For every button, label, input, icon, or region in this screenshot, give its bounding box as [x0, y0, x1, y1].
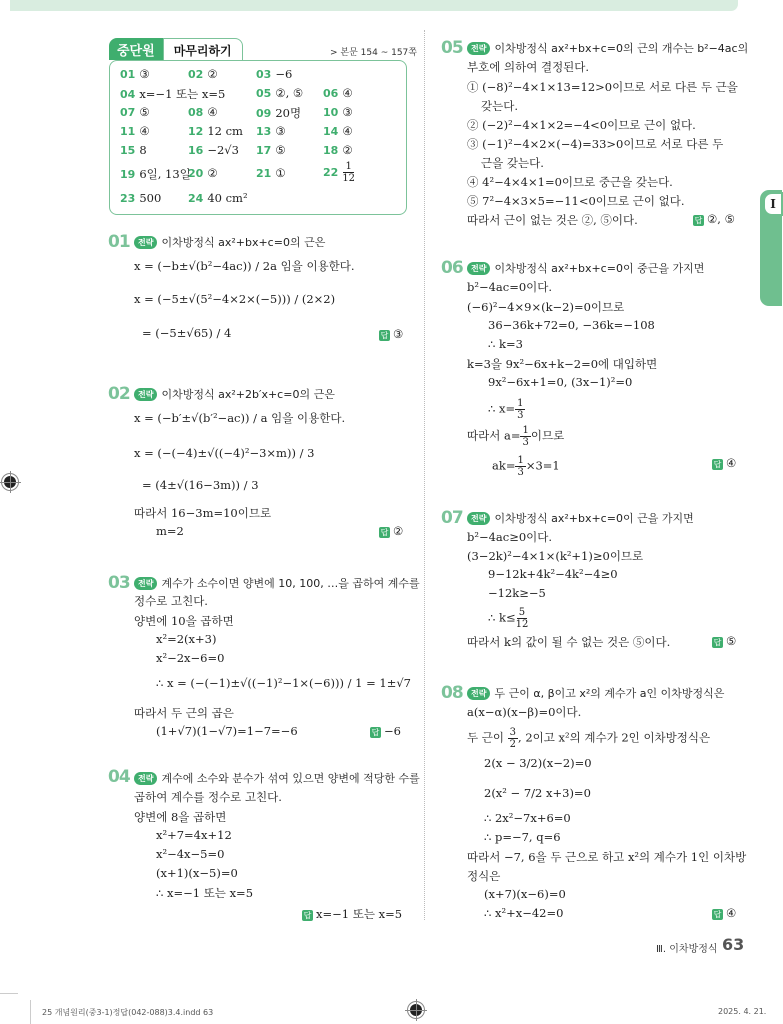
summary-answer: 01 ③: [120, 67, 150, 81]
solution-text: 전략 이차방정식 ax²+2b′x+c=0의 근은: [134, 386, 335, 402]
summary-reference: > 본문 154 ~ 157쪽: [330, 48, 417, 58]
solution-text: x = (−(−4)±√((−4)²−3×m)) / 3: [134, 446, 315, 460]
solution-text: m=2: [156, 524, 184, 538]
solution-text: 2(x² − 7/2 x+3)=0: [484, 786, 591, 800]
summary-answer: 14 ④: [323, 124, 353, 138]
solution-text: k=3을 9x²−6x+k−2=0에 대입하면: [467, 357, 658, 371]
summary-answer: 22 $\frac{1}{12}$: [323, 161, 356, 184]
solution-text: b²−4ac≥0이다.: [467, 530, 553, 544]
solution-text: 부호에 의하여 결정된다.: [467, 60, 590, 74]
solution-text: 전략 계수가 소수이면 양변에 10, 100, …을 곱하여 계수를: [134, 575, 420, 591]
solution-text: ∴ x = (−(−1)±√((−1)²−1×(−6))) / 1 = 1±√7: [156, 676, 411, 690]
summary-answer: 15 8: [120, 143, 147, 157]
registration-mark-icon: [4, 476, 16, 488]
solution-text: ak= $\frac{1}{3}$ ×3=1: [492, 455, 560, 478]
trim-mark: [0, 993, 18, 994]
solution-text: 곱하여 계수를 정수로 고친다.: [134, 790, 282, 804]
summary-answer: 17 ⑤: [256, 143, 286, 157]
summary-answer: 16 −2√3: [188, 143, 239, 157]
solution-text: ∴ 2x²−7x+6=0: [484, 811, 571, 825]
summary-answer: 19 6일, 13일: [120, 167, 191, 181]
answer-icon: 답: [371, 728, 380, 737]
solution-text: ③ (−1)²−4×2×(−4)=33>0이므로 서로 다른 두: [467, 137, 724, 151]
solution-text: x²−4x−5=0: [156, 847, 225, 861]
answer-mark: 답 ⑤: [713, 634, 737, 648]
solution-text: 전략 이차방정식 ax²+bx+c=0의 근은: [134, 234, 325, 250]
solution-text: x = (−5±√(5²−4×2×(−5))) / (2×2): [134, 292, 336, 306]
summary-answer: 11 ④: [120, 124, 150, 138]
page-number: 63: [722, 935, 745, 954]
summary-answer: 23 500: [120, 191, 162, 205]
summary-answer: 06 ④: [323, 86, 353, 100]
solution-text: x = (−b±√(b²−4ac)) / 2a 임을 이용한다.: [134, 259, 355, 273]
answer-mark: 답 ②: [380, 524, 404, 538]
answer-icon: 답: [380, 331, 389, 340]
solution-text: ∴ k=3: [488, 337, 523, 351]
solution-text: (x+7)(x−6)=0: [484, 887, 566, 901]
solution-text: 9−12k+4k²−4k²−4≥0: [488, 567, 618, 581]
summary-answer: 10 ③: [323, 105, 353, 119]
strategy-badge: 전략: [467, 512, 490, 525]
solution-text: b²−4ac=0이다.: [467, 280, 553, 294]
summary-answer: 18 ②: [323, 143, 353, 157]
solution-text: (1+√7)(1−√7)=1−7=−6: [156, 724, 298, 738]
solution-text: x²−2x−6=0: [156, 651, 225, 665]
summary-answer: 02 ②: [188, 67, 218, 81]
solution-text: ∴ x= $\frac{1}{3}$: [488, 398, 524, 421]
strategy-badge: 전략: [134, 388, 157, 401]
solution-text: ∴ k≤ $\frac{5}{12}$: [488, 607, 529, 630]
summary-answer: 24 40 cm²: [188, 191, 248, 205]
solution-number: 07: [441, 508, 463, 528]
solution-text: 근을 갖는다.: [481, 156, 544, 170]
strategy-badge: 전략: [134, 772, 157, 785]
solution-number: 02: [108, 384, 130, 404]
solution-text: 갖는다.: [481, 99, 518, 113]
chapter-side-tab-label: I: [763, 192, 783, 216]
summary-answer: 05 ②, ⑤: [256, 86, 304, 100]
solution-text: x = (−b′±√(b′²−ac)) / a 임을 이용한다.: [134, 411, 346, 425]
strategy-badge: 전략: [467, 262, 490, 275]
solution-text: 정수로 고친다.: [134, 594, 208, 608]
solution-text: ∴ x²+x−42=0: [484, 906, 564, 920]
summary-answer: 04 x=−1 또는 x=5: [120, 87, 226, 101]
solution-text: (−6)²−4×9×(k−2)=0이므로: [467, 300, 625, 314]
solution-text: = (4±√(16−3m)) / 3: [142, 478, 259, 492]
solution-text: 양변에 10을 곱하면: [134, 614, 234, 628]
strategy-badge: 전략: [134, 236, 157, 249]
answer-icon: 답: [713, 638, 722, 647]
solution-text: 따라서 k의 값이 될 수 없는 것은 ⑤이다.: [467, 635, 671, 649]
summary-tab-title: 마무리하기: [163, 38, 243, 60]
chapter-title: Ⅲ. 이차방정식: [656, 944, 718, 955]
solution-text: 전략 이차방정식 ax²+bx+c=0이 근을 가지면: [467, 510, 694, 526]
summary-answer: 07 ⑤: [120, 105, 150, 119]
solution-text: 두 근이 $\frac{3}{2}$ , 2이고 x²의 계수가 2인 이차방정식은: [467, 727, 711, 750]
solution-text: 9x²−6x+1=0, (3x−1)²=0: [488, 375, 633, 389]
solution-text: (x+1)(x−5)=0: [156, 866, 238, 880]
solution-text: 전략 이차방정식 ax²+bx+c=0이 중근을 가지면: [467, 260, 704, 276]
solution-number: 05: [441, 38, 463, 58]
solution-text: (3−2k)²−4×1×(k²+1)≥0이므로: [467, 549, 644, 563]
solution-text: ④ 4²−4×4×1=0이므로 중근을 갖는다.: [467, 175, 673, 189]
solution-text: a(x−α)(x−β)=0이다.: [467, 705, 582, 719]
top-color-band: [10, 0, 738, 11]
file-slug: 25 개념원리(중3-1)정답(042-088)3.4.indd 63: [42, 1008, 214, 1017]
solution-text: ⑤ 7²−4×3×5=−11<0이므로 근이 없다.: [467, 194, 685, 208]
answer-mark: 답 ④: [713, 906, 737, 920]
registration-mark-icon: [410, 1004, 422, 1016]
solution-number: 08: [441, 683, 463, 703]
solution-text: ② (−2)²−4×1×2=−4<0이므로 근이 없다.: [467, 118, 696, 132]
solution-text: −12k≥−5: [488, 586, 546, 600]
answer-icon: 답: [303, 911, 312, 920]
answer-icon: 답: [713, 460, 722, 469]
solution-text: 전략 두 근이 α, β이고 x²의 계수가 a인 이차방정식은: [467, 685, 724, 701]
solution-text: = (−5±√65) / 4: [142, 326, 232, 340]
answer-icon: 답: [380, 528, 389, 537]
solution-text: 36−36k+72=0, −36k=−108: [488, 318, 655, 332]
answer-mark: 답 ②, ⑤: [694, 212, 735, 226]
summary-answer: 03 −6: [256, 67, 293, 81]
answer-mark: 답 ③: [380, 327, 404, 341]
solution-text: ① (−8)²−4×1×13=12>0이므로 서로 다른 두 근을: [467, 80, 738, 94]
strategy-badge: 전략: [134, 577, 157, 590]
solution-text: x²=2(x+3): [156, 632, 217, 646]
summary-answer: 13 ③: [256, 124, 286, 138]
summary-answer: 08 ④: [188, 105, 218, 119]
answer-mark: 답 −6: [371, 724, 401, 738]
solution-text: 전략 계수에 소수와 분수가 섞여 있으면 양변에 적당한 수를: [134, 770, 420, 786]
strategy-badge: 전략: [467, 42, 490, 55]
solution-number: 03: [108, 573, 130, 593]
answer-mark: 답 ④: [713, 456, 737, 470]
print-date: 2025. 4. 21.: [718, 1007, 767, 1016]
solution-text: 2(x − 3/2)(x−2)=0: [484, 756, 592, 770]
summary-tab-label: 중단원: [109, 38, 163, 60]
summary-answer: 09 20명: [256, 106, 302, 120]
solution-text: x²+7=4x+12: [156, 828, 232, 842]
trim-mark: [30, 1000, 31, 1024]
answer-icon: 답: [694, 216, 703, 225]
solution-text: ∴ x=−1 또는 x=5: [156, 886, 254, 900]
solution-text: 양변에 8을 곱하면: [134, 810, 227, 824]
solution-text: ∴ p=−7, q=6: [484, 830, 561, 844]
solution-text: 정식은: [467, 869, 501, 883]
column-divider: [424, 30, 425, 920]
solution-text: 따라서 16−3m=10이므로: [134, 506, 272, 520]
summary-header: [109, 38, 243, 60]
summary-answer: 21 ①: [256, 166, 286, 180]
answer-mark: 답 x=−1 또는 x=5: [303, 907, 403, 921]
solution-number: 06: [441, 258, 463, 278]
solution-number: 01: [108, 232, 130, 252]
solution-number: 04: [108, 767, 130, 787]
solution-text: 따라서 a= $\frac{1}{3}$ 이므로: [467, 425, 565, 448]
strategy-badge: 전략: [467, 687, 490, 700]
solution-text: 전략 이차방정식 ax²+bx+c=0의 근의 개수는 b²−4ac의: [467, 40, 748, 56]
summary-answer: 20 ②: [188, 166, 218, 180]
solution-text: 따라서 −7, 6을 두 근으로 하고 x²의 계수가 1인 이차방: [467, 850, 747, 864]
summary-answer: 12 12 cm: [188, 124, 243, 138]
answer-icon: 답: [713, 910, 722, 919]
solution-text: 따라서 두 근의 곱은: [134, 706, 234, 720]
solution-text: 따라서 근이 없는 것은 ②, ⑤이다.: [467, 213, 638, 227]
